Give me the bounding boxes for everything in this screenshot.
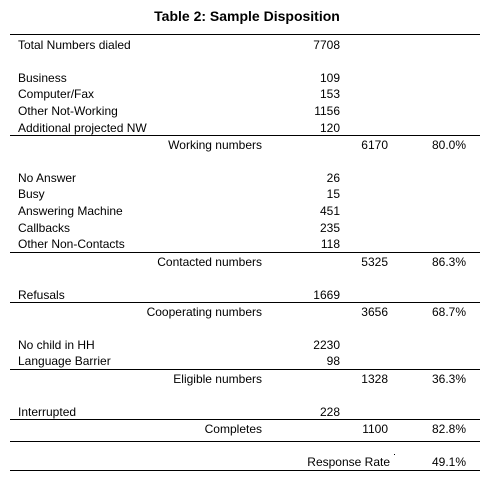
row-value: 118: [320, 237, 340, 251]
response-rate-percent: 49.1%: [431, 455, 466, 469]
row-other-non-contacts: [10, 236, 480, 252]
row-value: 26: [326, 171, 340, 185]
row-label: Other Non-Contacts: [18, 237, 125, 251]
section-rule: [10, 135, 480, 136]
row-total-numbers-dialed: [10, 37, 480, 53]
row-value: 235: [319, 221, 340, 235]
row-value: 15: [326, 187, 340, 201]
table-title: Table 2: Sample Disposition: [154, 8, 340, 24]
row-callbacks: [10, 220, 480, 236]
row-language-barrier: [10, 353, 480, 369]
row-value: 228: [319, 405, 340, 419]
row-refusals: [10, 287, 480, 303]
row-label: Busy: [18, 187, 45, 201]
subtotal-percent: 82.8%: [431, 422, 466, 436]
row-label: Interrupted: [18, 405, 77, 419]
subtotal-label: Eligible numbers: [173, 372, 262, 386]
row-value: 1669: [313, 288, 340, 302]
section-rule: [10, 369, 480, 370]
row-busy: [10, 186, 480, 202]
row-completes: [10, 421, 480, 437]
row-value: 7708: [313, 38, 340, 52]
row-label: Computer/Fax: [18, 87, 95, 101]
row-other-not-working: [10, 103, 480, 119]
row-response-rate: [10, 454, 480, 470]
section-rule: [10, 419, 480, 420]
subtotal-value: 3656: [361, 305, 388, 319]
section-rule: [10, 252, 480, 253]
subtotal-value: 1100: [362, 422, 388, 436]
row-cooperating-numbers: [10, 304, 480, 320]
subtotal-value: 5325: [361, 255, 388, 269]
subtotal-label: Cooperating numbers: [146, 305, 262, 319]
subtotal-percent: 68.7%: [431, 305, 466, 319]
row-no-child-in-hh: [10, 337, 480, 353]
subtotal-percent: 36.3%: [431, 372, 466, 386]
section-rule: [10, 302, 480, 303]
row-eligible-numbers: [10, 371, 480, 387]
row-value: 451: [319, 204, 340, 218]
row-interrupted: [10, 404, 480, 420]
row-label: Other Not-Working: [18, 104, 118, 118]
table-bottom-rule: [10, 470, 480, 471]
row-working-numbers: [10, 137, 480, 153]
subtotal-label: Contacted numbers: [157, 255, 262, 269]
subtotal-percent: 80.0%: [431, 138, 466, 152]
row-computer-fax: [10, 86, 480, 102]
row-value: 98: [326, 354, 340, 368]
table-top-rule: [10, 34, 480, 35]
row-value: 153: [319, 87, 340, 101]
row-label: Additional projected NW: [18, 121, 147, 135]
row-label: Callbacks: [18, 221, 71, 235]
row-label: No Answer: [18, 171, 77, 185]
row-contacted-numbers: [10, 254, 480, 270]
row-label: Business: [18, 71, 67, 85]
row-additional-projected-nw: [10, 120, 480, 136]
subtotal-value: 1328: [361, 372, 388, 386]
row-label: Answering Machine: [18, 204, 123, 218]
response-rate-label: Response Rate: [307, 455, 390, 469]
divider-dot: [394, 454, 395, 455]
row-label: Total Numbers dialed: [18, 38, 131, 52]
row-value: 2230: [313, 338, 340, 352]
subtotal-label: Completes: [204, 422, 262, 436]
row-value: 1156: [314, 104, 340, 118]
row-no-answer: [10, 170, 480, 186]
subtotal-value: 6170: [361, 138, 388, 152]
row-label: No child in HH: [18, 338, 95, 352]
row-business: [10, 70, 480, 86]
section-rule: [10, 441, 480, 442]
subtotal-label: Working numbers: [168, 138, 262, 152]
row-value: 109: [319, 71, 340, 85]
row-value: 120: [319, 121, 340, 135]
row-label: Language Barrier: [18, 354, 111, 368]
row-answering-machine: [10, 203, 480, 219]
row-label: Refusals: [18, 288, 65, 302]
disposition-table: [10, 34, 480, 470]
subtotal-percent: 86.3%: [431, 255, 466, 269]
